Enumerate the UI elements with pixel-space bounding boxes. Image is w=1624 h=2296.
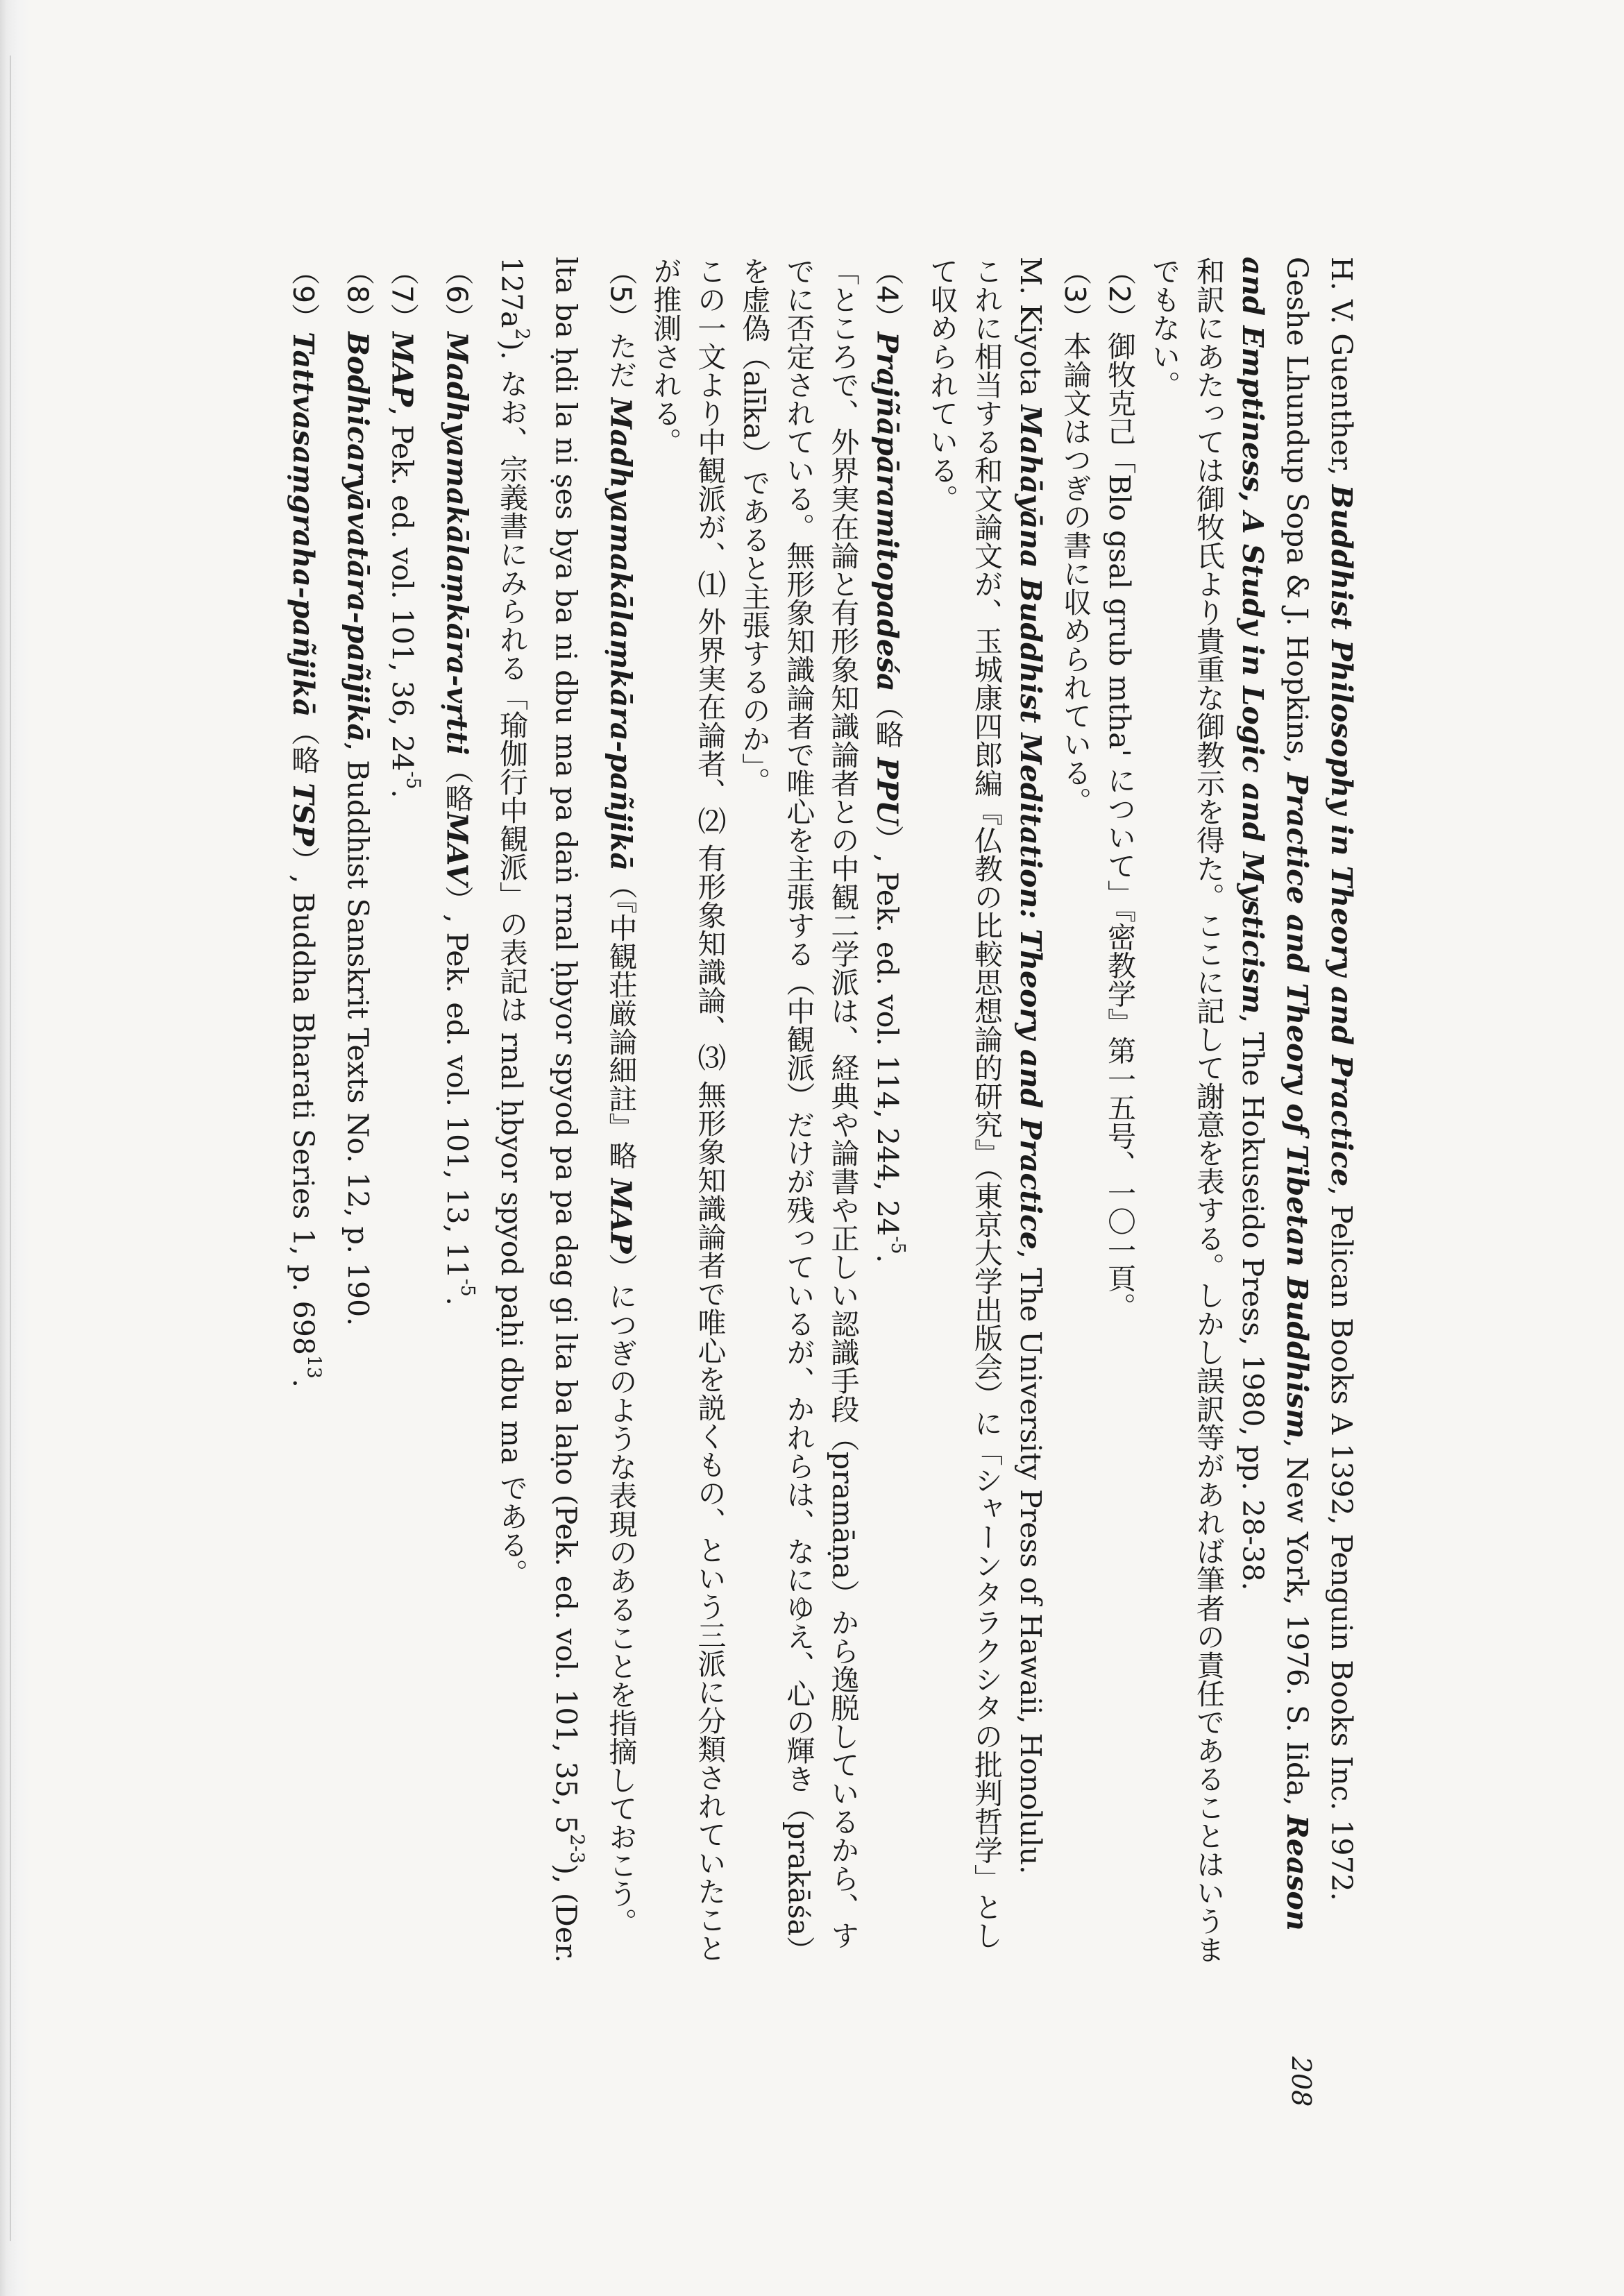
title-tattvasamgraha: Tattvasaṃgraha-pañjikā bbox=[287, 332, 321, 717]
note-8-series: , Buddhist Sanskrit Texts No. 12, p. 190. bbox=[341, 742, 375, 1327]
note-9-series: ）, Buddha Bharati Series 1, p. 698 bbox=[287, 846, 321, 1355]
abbr-map: MAP bbox=[604, 1178, 638, 1254]
title-practice-and-theory: Practice and Theory of Tibetan Buddhism bbox=[1280, 772, 1314, 1439]
note-4-period: . bbox=[870, 1254, 904, 1264]
note-4-pek: ）, Pek. ed. vol. 114, 244, 24 bbox=[870, 825, 904, 1236]
note-5-abbr: （『中観荘厳論細註』略 bbox=[604, 871, 638, 1179]
note-6-abbr: （略 bbox=[440, 755, 474, 813]
note-5-sup-2: 2 bbox=[511, 328, 533, 340]
note-5-tibetan: lta ba ḥdi la ni ṣes bya ba ni dbu ma pa daṅ rnal ḥbyor spyod pa pa dag gi lta ba laḥo (Pek. ed. vol. 101, 35, 5 bbox=[549, 257, 583, 1834]
title-buddhist-philosophy: Buddhist Philosophy in Theory and Practice bbox=[1325, 484, 1358, 1187]
note-5 bbox=[489, 257, 643, 1964]
title-mav: Madhyamakālaṃkāra-vṛtti bbox=[440, 332, 474, 756]
abbr-map-2: MAP bbox=[385, 332, 419, 407]
title-reason-and-emptiness: Reason and Emptiness, A Study in Logic and Mysticism bbox=[1236, 257, 1314, 1931]
note-3-kiyota: M. Kiyota bbox=[1014, 257, 1047, 405]
note-6-sup: -5 bbox=[457, 1278, 479, 1297]
title-prajnaparamitopadesa: Prajñāpāramitopadeśa bbox=[870, 332, 904, 692]
note-7-sup: -5 bbox=[402, 771, 424, 790]
note-5-sup-1: 2-3 bbox=[566, 1833, 588, 1864]
note-1-hokuseido: , The Hokuseido Press, 1980, pp. 28-38. bbox=[1236, 1014, 1269, 1591]
note-3 bbox=[920, 257, 1097, 1964]
note-2-text: 御牧克己「Blo gsal grub mtha' について」『密教学』第一五号、一〇一頁。 bbox=[1103, 332, 1136, 1321]
note-7-number: （7） bbox=[385, 257, 419, 332]
note-9-abbr: （略 bbox=[287, 717, 321, 783]
note-5-end: ). なお、宗義書にみられる「瑜伽行中観派」の表記は rnal ḥbyor spyod paḥi dbu ma である。 bbox=[495, 339, 529, 1588]
page-number: 208 bbox=[1286, 2056, 1317, 2107]
scan-edge bbox=[0, 0, 31, 2296]
note-4 bbox=[643, 257, 920, 1964]
note-7-pek: , Pek. ed. vol. 101, 36, 24 bbox=[385, 407, 419, 772]
note-5-intro: ただ bbox=[604, 332, 638, 398]
note-2-number: （2） bbox=[1103, 257, 1136, 332]
note-3-publisher: , The University Press of Hawaii, Honolulu. bbox=[1014, 1250, 1047, 1875]
note-7-period: . bbox=[385, 789, 419, 799]
note-5-number: （5） bbox=[604, 257, 638, 332]
note-9 bbox=[281, 257, 336, 1964]
note-4-sup: -5 bbox=[887, 1236, 908, 1255]
note-5-der: ), (Der. 127a bbox=[495, 257, 583, 1964]
title-bodhicaryavatara: Bodhicaryāvatāra-pañjikā bbox=[341, 332, 375, 742]
note-2 bbox=[1097, 257, 1142, 1964]
note-6 bbox=[434, 257, 489, 1964]
note-1-pelican: , Pelican Books A 1392, Penguin Books Inc. 1972. Geshe Lhundup Sopa & J. Hopkins, bbox=[1280, 257, 1358, 1901]
note-1-continuation bbox=[1142, 257, 1364, 1964]
note-1-newyork: , New York, 1976. S. Iida, bbox=[1280, 1438, 1314, 1815]
note-6-period: . bbox=[440, 1296, 474, 1306]
note-8-number: （8） bbox=[341, 257, 375, 332]
note-6-number: （6） bbox=[440, 257, 474, 332]
note-9-number: （9） bbox=[287, 257, 321, 332]
note-4-conclusion: この一文より中観派が、⑴ 外界実在論者、⑵ 有形象知識論、⑶ 無形象知識論者で唯心を説くもの、という三派に分類されていたことが推測される。 bbox=[648, 257, 727, 1963]
note-4-abbr-open: （略 bbox=[870, 691, 904, 758]
title-map: Madhyamakālaṃkāra-pañjikā bbox=[604, 398, 638, 871]
note-3-intro: 本論文はつぎの書に収められている。 bbox=[1058, 332, 1092, 816]
note-1-japanese: 和訳にあたっては御牧氏より貴重な御教示を得た。ここに記して謝意を表する。しかし誤訳等があれば筆者の責任であることはいうまでもない。 bbox=[1147, 257, 1225, 1964]
note-3-number: （3） bbox=[1058, 257, 1092, 332]
abbr-ppu: PPU bbox=[870, 757, 904, 826]
note-9-sup: 13 bbox=[303, 1354, 325, 1379]
title-mahayana-meditation: Mahāyāna Buddhist Meditation: Theory and Practice bbox=[1014, 405, 1047, 1250]
note-3-japanese: これに相当する和文論文が、玉城康四郎編『仏教の比較思想論的研究』（東京大学出版会）に「シャーンタラクシタの批判哲学」として収められている。 bbox=[925, 257, 1003, 1950]
note-7 bbox=[380, 257, 435, 1964]
abbr-mav: MAV bbox=[440, 812, 474, 886]
abbr-tsp: TSP bbox=[287, 783, 321, 847]
footnotes-body bbox=[198, 257, 1364, 1964]
note-5-point: ）につぎのような表現のあることを指摘しておこう。 bbox=[604, 1253, 638, 1937]
note-4-quote: 「ところで、外界実在論と有形象知識論者との中観二学派は、経典や論書や正しい認識手段（pramāṇa）から逸脱しているから、すでに否定されている。無形象知識論者で唯心を主張する（中観派）だけが残っているが、かれらは、なにゆえ、心の輝き（prakāśa）を虚偽（alīka）であると主張するのか」。 bbox=[737, 257, 860, 1950]
note-6-pek: ）, Pek. ed. vol. 101, 13, 11 bbox=[440, 885, 474, 1279]
note-4-number: （4） bbox=[870, 257, 904, 332]
note-9-period: . bbox=[287, 1378, 321, 1388]
note-1-guenther: H. V. Guenther, bbox=[1325, 257, 1358, 485]
note-8 bbox=[336, 257, 380, 1964]
